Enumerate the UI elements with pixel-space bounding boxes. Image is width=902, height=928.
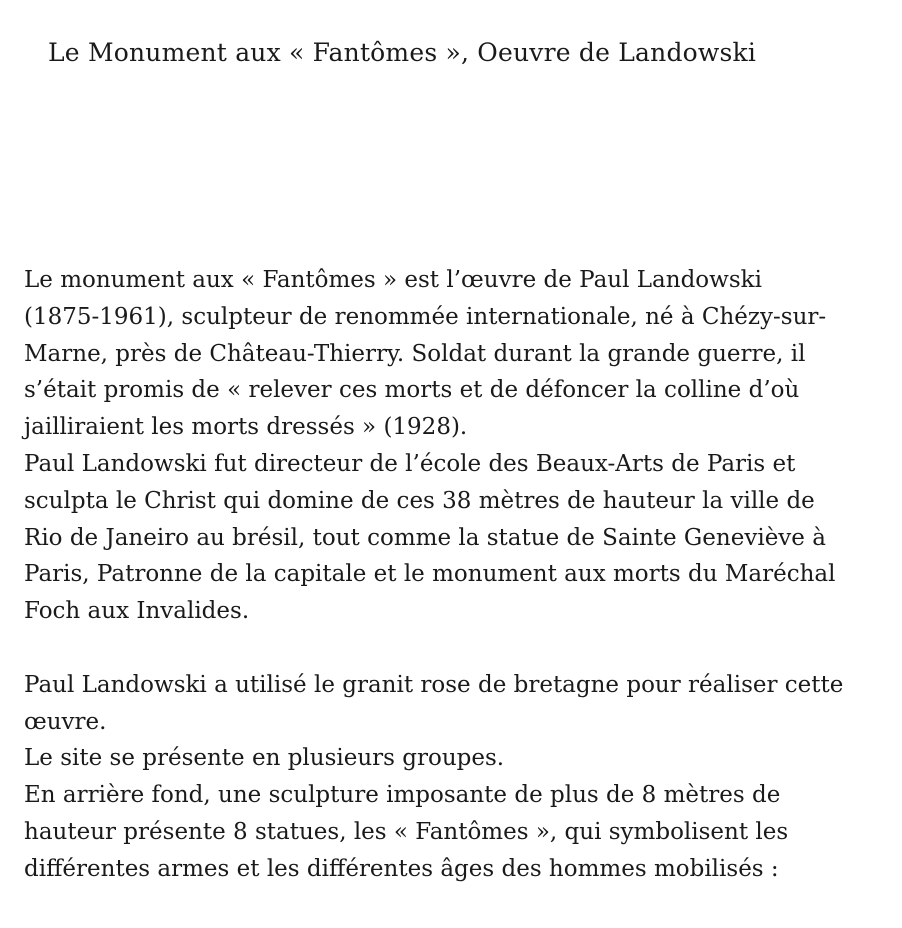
text-line: Le site se présente en plusieurs groupes. xyxy=(24,745,505,772)
text-line: différentes armes et les différentes âges des hommes mobilisés : xyxy=(24,855,779,882)
paragraph-biography xyxy=(24,262,884,630)
text-line: Le monument aux « Fantômes » est l’œuvre de Paul Landowski xyxy=(24,267,762,293)
document-title: Le Monument aux « Fantômes », Oeuvre de Landowski xyxy=(48,38,757,67)
text-line: (1875-1961), sculpteur de renommée internationale, né à Chézy-sur- xyxy=(24,303,827,330)
text-line: œuvre. xyxy=(24,708,107,735)
text-line: Marne, près de Château-Thierry. Soldat durant la grande guerre, il xyxy=(24,340,806,367)
text-line: Rio de Janeiro au brésil, tout comme la statue de Sainte Geneviève à xyxy=(24,524,826,551)
text-line: Paul Landowski fut directeur de l’école des Beaux-Arts de Paris et xyxy=(24,450,796,477)
text-line: Paris, Patronne de la capitale et le monument aux morts du Maréchal xyxy=(24,561,836,588)
document-body xyxy=(24,262,884,888)
text-line: hauteur présente 8 statues, les « Fantômes », qui symbolisent les xyxy=(24,818,789,845)
text-line: sculpta le Christ qui domine de ces 38 mètres de hauteur la ville de xyxy=(24,487,815,514)
paragraph-spacer xyxy=(24,630,884,667)
paragraph-monument xyxy=(24,667,884,888)
text-line: En arrière fond, une sculpture imposante de plus de 8 mètres de xyxy=(24,782,781,809)
text-line: s’était promis de « relever ces morts et de défoncer la colline d’où xyxy=(24,377,800,404)
text-line: Paul Landowski a utilisé le granit rose de bretagne pour réaliser cette xyxy=(24,671,844,698)
text-line: jailliraient les morts dressés » (1928). xyxy=(24,414,468,441)
text-line: Foch aux Invalides. xyxy=(24,598,250,625)
